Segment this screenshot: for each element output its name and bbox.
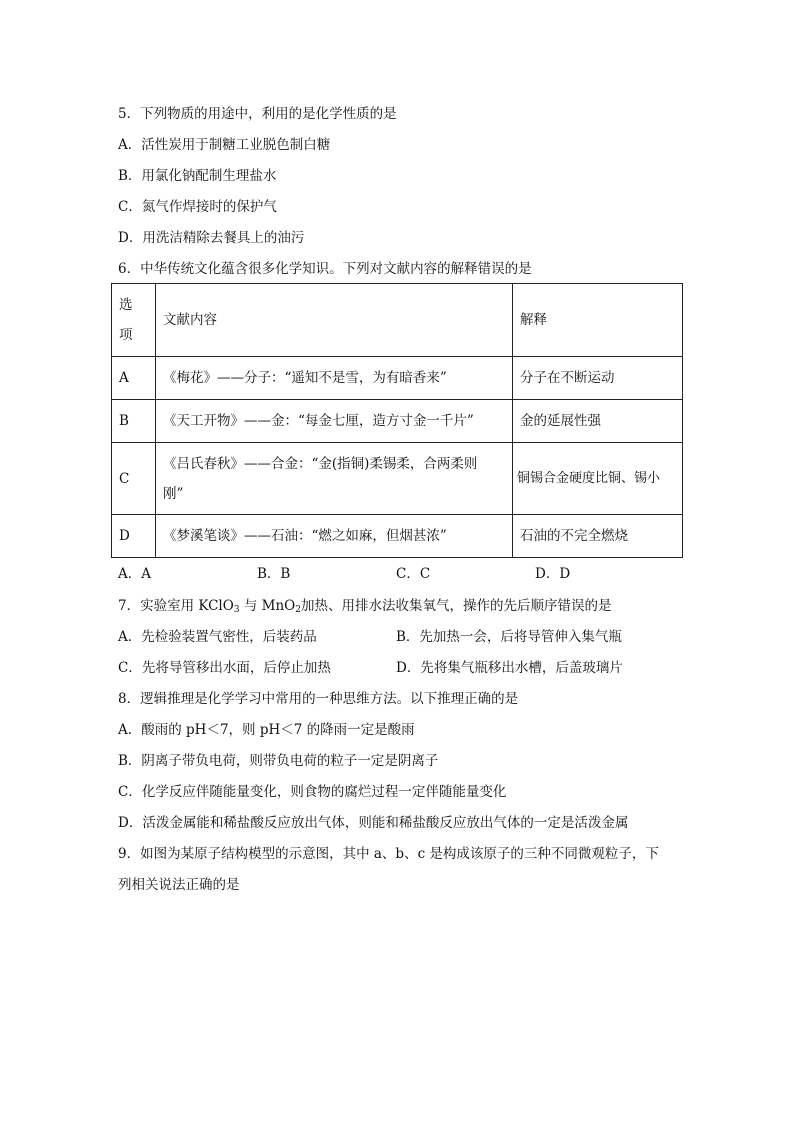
q6-answer-a: A．A (118, 566, 151, 582)
header-content: 文献内容 (156, 284, 513, 357)
q7-option-c: C．先将导管移出水面，后停止加热 (118, 660, 331, 676)
row-explain: 分子在不断运动 (513, 357, 683, 400)
row-content: 《梦溪笔谈》——石油：“燃之如麻，但烟甚浓” (156, 515, 513, 558)
header-option: 选项 (112, 284, 156, 357)
q8-stem: 8．逻辑推理是化学学习中常用的一种思维方法。以下推理正确的是 (118, 691, 519, 707)
q9-stem-line1: 9．如图为某原子结构模型的示意图，其中 a、b、c 是构成该原子的三种不同微观粒子，下 (118, 846, 659, 862)
q5-option-b: B．用氯化钠配制生理盐水 (118, 168, 277, 184)
q6-answer-d: D．D (535, 566, 571, 582)
row-content: 《梅花》——分子：“遥知不是雪，为有暗香来” (156, 357, 513, 400)
table-header-row (112, 284, 683, 357)
q8-option-d: D．活泼金属能和稀盐酸反应放出气体，则能和稀盐酸反应放出气体的一定是活泼金属 (118, 815, 629, 831)
q6-answer-b: B．B (257, 566, 291, 582)
row-option: C (112, 443, 156, 515)
row-explain: 石油的不完全燃烧 (513, 515, 683, 558)
q6-answer-c: C．C (396, 566, 431, 582)
q8-option-b: B．阴离子带负电荷，则带负电荷的粒子一定是阴离子 (118, 753, 439, 769)
row-explain: 金的延展性强 (513, 400, 683, 443)
q8-option-a: A．酸雨的 pH＜7，则 pH＜7 的降雨一定是酸雨 (118, 722, 415, 738)
q7-stem-part: 7．实验室用 KClO (118, 598, 234, 614)
q7-stem (118, 597, 611, 619)
q7-subscript: 2 (295, 605, 301, 615)
row-explain: 铜锡合金硬度比铜、锡小 (513, 443, 683, 515)
q5-option-a: A．活性炭用于制糖工业脱色制白糖 (118, 137, 331, 153)
header-explain: 解释 (513, 284, 683, 357)
q8-option-c: C．化学反应伴随能量变化，则食物的腐烂过程一定伴随能量变化 (118, 784, 507, 800)
q7-option-b: B．先加热一会，后将导管伸入集气瓶 (396, 629, 622, 645)
q7-option-d: D．先将集气瓶移出水槽，后盖玻璃片 (396, 660, 623, 676)
table-row (112, 357, 683, 400)
row-option: A (112, 357, 156, 400)
table-row (112, 443, 683, 515)
row-option: B (112, 400, 156, 443)
q5-option-c: C．氮气作焊接时的保护气 (118, 199, 277, 215)
q9-stem-line2: 列相关说法正确的是 (118, 877, 240, 893)
q5-stem: 5．下列物质的用途中，利用的是化学性质的是 (118, 106, 397, 122)
q6-table (111, 283, 683, 558)
row-content-text: 《吕氏春秋》——合金：“金(指铜)柔锡柔，合两柔则刚” (163, 455, 478, 502)
table-row (112, 400, 683, 443)
row-content (156, 443, 513, 515)
q7-stem-part: 与 MnO (239, 598, 296, 614)
q7-option-a: A．先检验装置气密性，后装药品 (118, 629, 317, 645)
q7-subscript: 3 (233, 605, 240, 615)
table-row (112, 515, 683, 558)
row-content: 《天工开物》——金：“每金七厘，造方寸金一千片” (156, 400, 513, 443)
q5-option-d: D．用洗洁精除去餐具上的油污 (118, 230, 305, 246)
q7-stem-part: 加热、用排水法收集氧气，操作的先后顺序错误的是 (300, 598, 612, 614)
q6-stem: 6．中华传统文化蕴含很多化学知识。下列对文献内容的解释错误的是 (118, 261, 532, 277)
row-option: D (112, 515, 156, 558)
